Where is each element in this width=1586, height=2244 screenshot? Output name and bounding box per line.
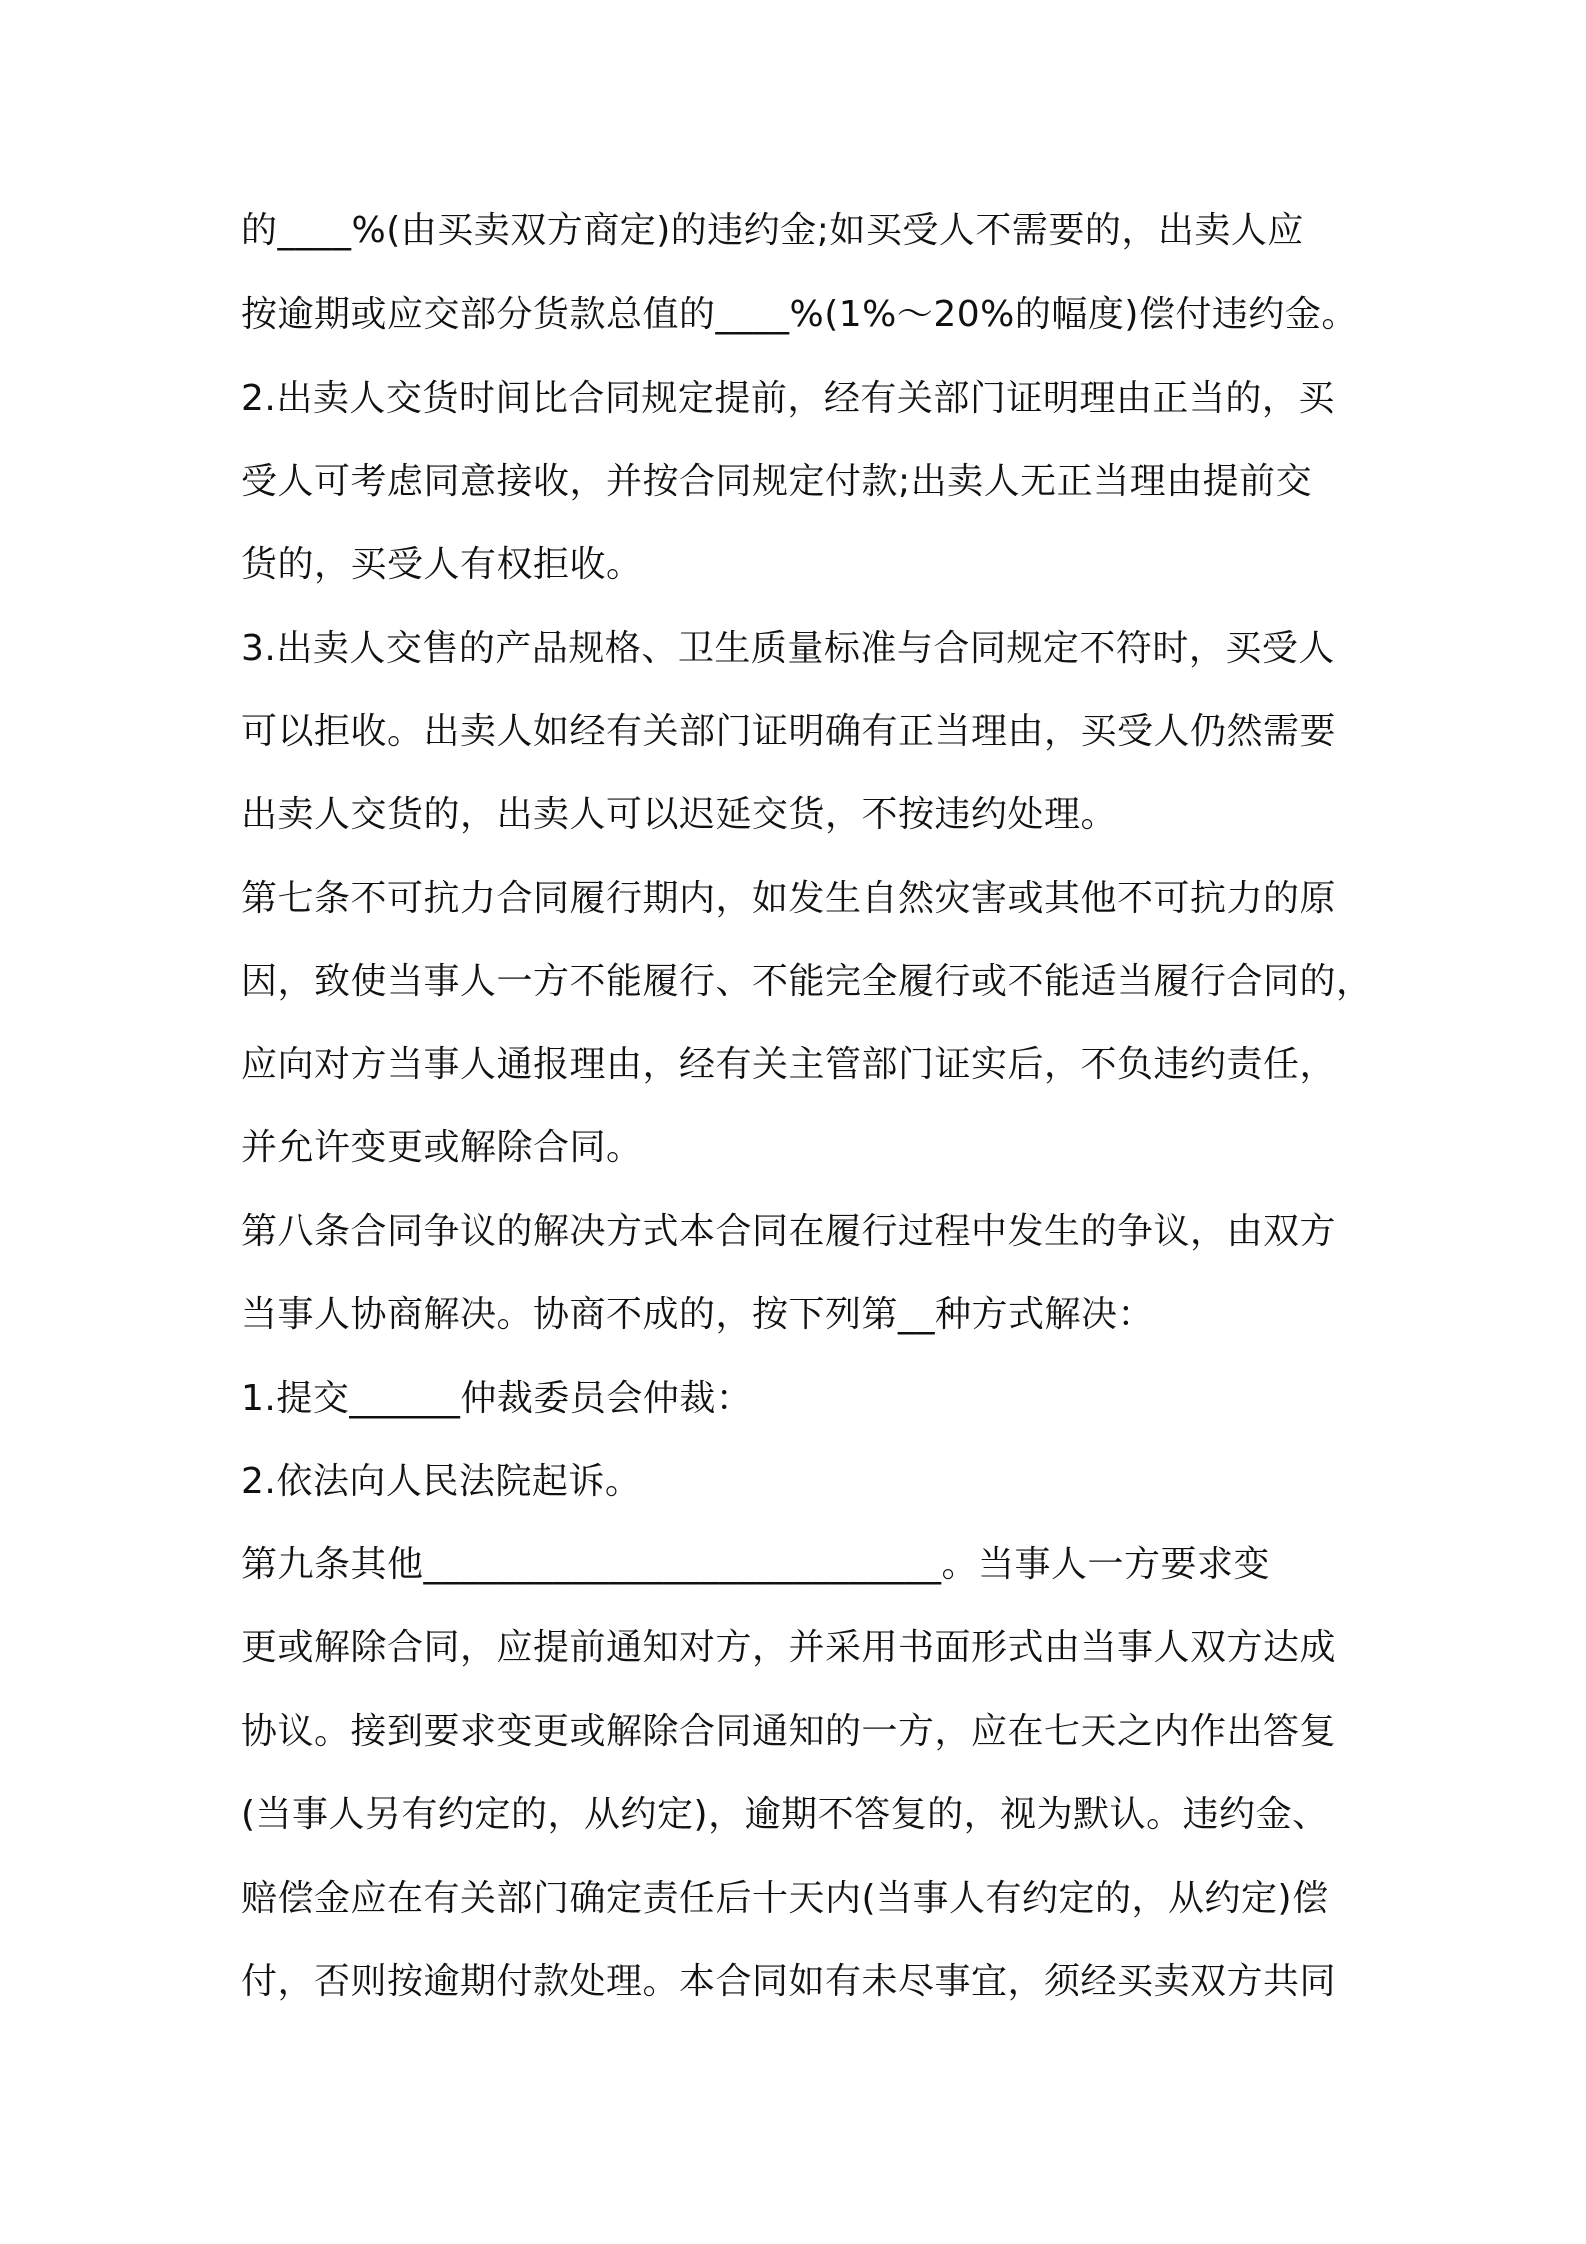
text-line: 并允许变更或解除合同。 xyxy=(241,1127,643,1168)
text-line: 出卖人交货的，出卖人可以迟延交货，不按违约处理。 xyxy=(241,794,1118,835)
text-line: 可以拒收。出卖人如经有关部门证明确有正当理由，买受人仍然需要 xyxy=(241,711,1337,752)
text-line: 协议。接到要求变更或解除合同通知的一方，应在七天之内作出答复 xyxy=(241,1711,1337,1752)
text-line: 2.依法向人民法院起诉。 xyxy=(241,1461,642,1502)
text-line: 更或解除合同，应提前通知对方，并采用书面形式由当事人双方达成 xyxy=(241,1627,1337,1668)
text-line: 第八条合同争议的解决方式本合同在履行过程中发生的争议，由双方 xyxy=(241,1211,1337,1252)
text-line: 赔偿金应在有关部门确定责任后十天内(当事人有约定的，从约定)偿 xyxy=(241,1878,1329,1919)
text-line: 因，致使当事人一方不能履行、不能完全履行或不能适当履行合同的， xyxy=(241,961,1373,1002)
text-line: 3.出卖人交售的产品规格、卫生质量标准与合同规定不符时，买受人 xyxy=(241,628,1335,669)
text-line: 当事人协商解决。协商不成的，按下列第__种方式解决： xyxy=(241,1294,1155,1335)
text-line: 第九条其他____________________________。当事人一方要求变 xyxy=(241,1544,1271,1585)
text-line: 1.提交______仲裁委员会仲裁： xyxy=(241,1378,753,1419)
text-line: (当事人另有约定的，从约定)，逾期不答复的，视为默认。违约金、 xyxy=(241,1794,1329,1835)
text-line: 受人可考虑同意接收，并按合同规定付款;出卖人无正当理由提前交 xyxy=(241,461,1313,502)
text-line: 按逾期或应交部分货款总值的____%(1%～20%的幅度)偿付违约金。 xyxy=(241,294,1358,335)
text-line: 第七条不可抗力合同履行期内，如发生自然灾害或其他不可抗力的原 xyxy=(241,878,1337,919)
text-line: 应向对方当事人通报理由，经有关主管部门证实后，不负违约责任， xyxy=(241,1044,1337,1085)
text-line: 付，否则按逾期付款处理。本合同如有未尽事宜，须经买卖双方共同 xyxy=(241,1961,1337,2002)
text-line: 的____%(由买卖双方商定)的违约金;如买受人不需要的，出卖人应 xyxy=(241,210,1304,251)
text-line: 货的，买受人有权拒收。 xyxy=(241,544,643,585)
text-line: 2.出卖人交货时间比合同规定提前，经有关部门证明理由正当的，买 xyxy=(241,378,1335,419)
